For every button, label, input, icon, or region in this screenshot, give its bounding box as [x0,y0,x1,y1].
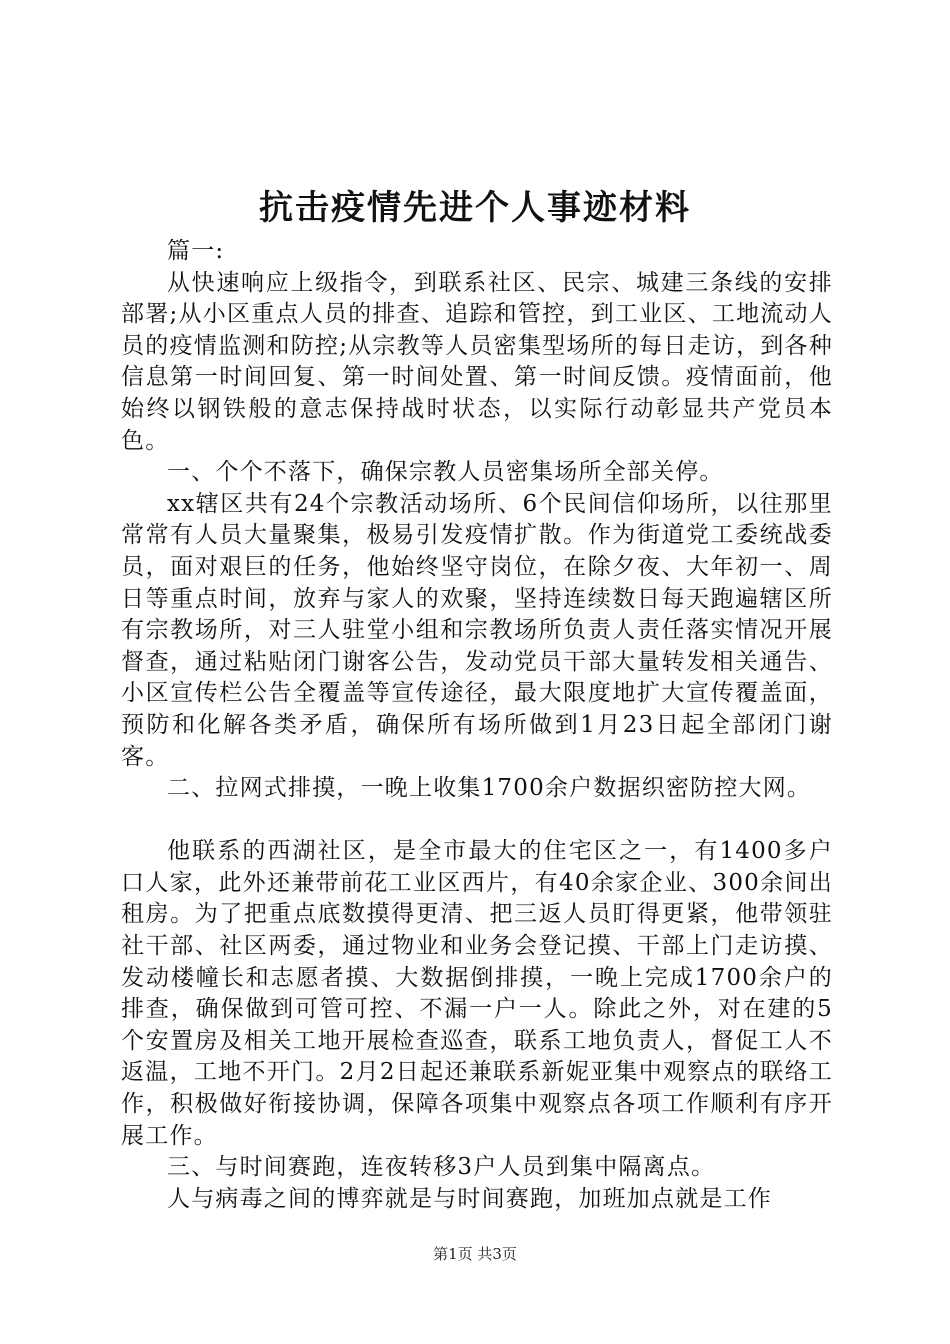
paragraph-section-one: xx辖区共有24个宗教活动场所、6个民间信仰场所，以往那里常常有人员大量聚集，极易引发疫情扩散。作为街道党工委统战委员，面对艰巨的任务，他始终坚守岗位，在除夕夜、大年初一、周日等重点时间，放弃与家人的欢聚，坚持连续数日每天跑遍辖区所有宗教场所，对三人驻堂小组和宗教场所负责人责任落实情况开展督查，通过粘贴闭门谢客公告，发动党员干部大量转发相关通告、小区宣传栏公告全覆盖等宣传途径，最大限度地扩大宣传覆盖面，预防和化解各类矛盾，确保所有场所做到1月23日起全部闭门谢客。 [121,490,833,770]
page-footer: 第1页 共3页 [433,1245,517,1263]
paragraph-heading-part-one: 篇一: [167,238,225,264]
document-body [121,236,833,1215]
blank-line [121,805,833,837]
paragraph-intro: 从快速响应上级指令，到联系社区、民宗、城建三条线的安排部署;从小区重点人员的排查、追踪和管控，到工业区、工地流动人员的疫情监测和防控;从宗教等人员密集型场所的每日走访，到各种信息第一时间回复、第一时间处置、第一时间反馈。疫情面前，他始终以钢铁般的意志保持战时状态，以实际行动彰显共产党员本色。 [121,269,833,454]
section-heading-three: 三、与时间赛跑，连夜转移3户人员到集中隔离点。 [167,1154,716,1181]
section-heading-two: 二、拉网式排摸，一晚上收集1700余户数据织密防控大网。 [167,775,812,802]
document-title: 抗击疫情先进个人事迹材料 [259,188,691,228]
paragraph-section-two: 他联系的西湖社区，是全市最大的住宅区之一，有1400多户口人家，此外还兼带前花工业区西片，有40余家企业、300余间出租房。为了把重点底数摸得更清、把三返人员盯得更紧，他带领驻社干部、社区两委，通过物业和业务会登记摸、干部上门走访摸、发动楼幢长和志愿者摸、大数据倒排摸，一晚上完成1700余户的排查，确保做到可管可控、不漏一户一人。除此之外，对在建的5个安置房及相关工地开展检查巡查，联系工地负责人，督促工人不返温，工地不开门。2月2日起还兼联系新妮亚集中观察点的联络工作，积极做好衔接协调，保障各项集中观察点各项工作顺利有序开展工作。 [121,838,833,1149]
section-heading-one: 一、个个不落下，确保宗教人员密集场所全部关停。 [167,459,724,486]
paragraph-section-three: 人与病毒之间的博弈就是与时间赛跑，加班加点就是工作 [167,1185,772,1212]
